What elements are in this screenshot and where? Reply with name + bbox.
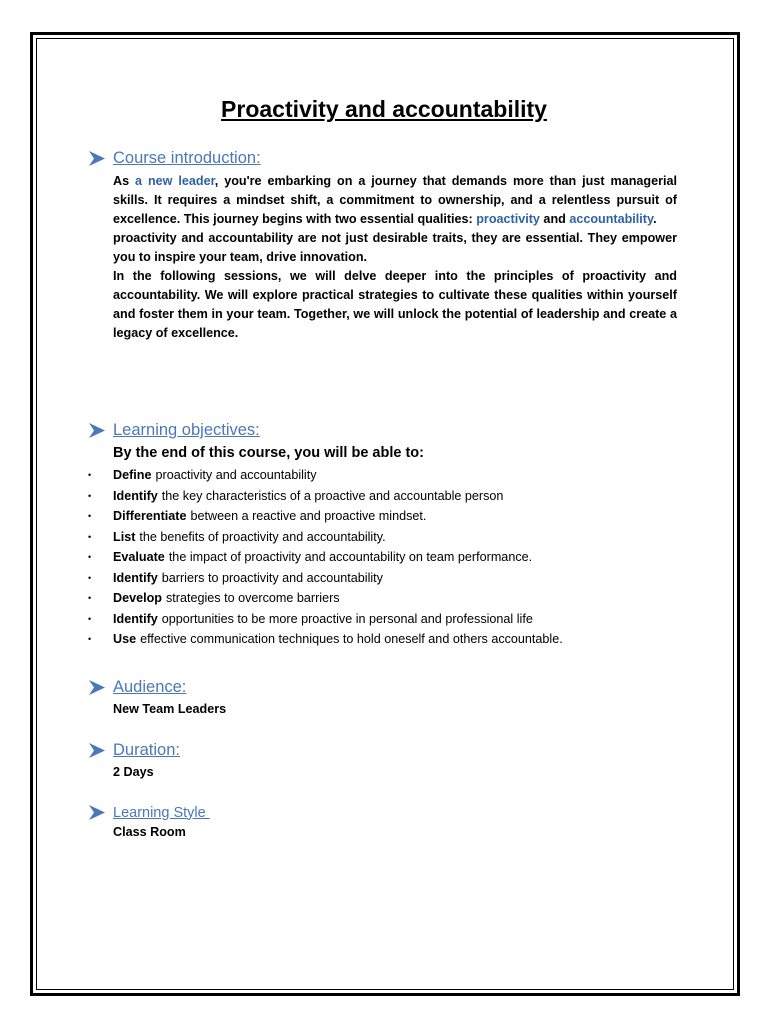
- dot-bullet-icon: •: [88, 572, 92, 583]
- duration-value: 2 Days: [113, 765, 154, 779]
- list-item: • Differentiate between a reactive and proactive mindset.: [88, 506, 563, 527]
- course-introduction-text: [113, 172, 677, 343]
- list-item: • Define proactivity and accountability: [88, 465, 563, 486]
- section-course-introduction: [88, 149, 261, 168]
- section-heading: Course introduction:: [113, 149, 261, 167]
- list-item: • List the benefits of proactivity and accountability.: [88, 527, 563, 548]
- arrowhead-bullet-icon: [88, 422, 106, 439]
- highlight-proactivity: proactivity: [476, 212, 540, 226]
- arrowhead-bullet-icon: [88, 804, 106, 821]
- section-heading: Duration:: [113, 741, 180, 759]
- section-learning-objectives: [88, 421, 260, 440]
- list-item: • Identify the key characteristics of a proactive and accountable person: [88, 486, 563, 507]
- section-duration: [88, 741, 180, 760]
- intro-paragraph-1: As a new leader, you're embarking on a journey that demands more than just managerial skills. It requires a mindset shift, a commitment to ownership, and a relentless pursuit of excellence. This journey begins with two essential qualities: proactivity and accountability.: [113, 174, 677, 226]
- intro-paragraph-3: In the following sessions, we will delve deeper into the principles of proactivity and accountability. We will explore practical strategies to cultivate these qualities within yourself and foster them in your team. Together, we will unlock the potential of leadership and create a legacy of excellence.: [113, 269, 677, 340]
- dot-bullet-icon: •: [88, 634, 92, 644]
- section-heading: Audience:: [113, 678, 187, 696]
- intro-paragraph-2: proactivity and accountability are not just desirable traits, they are essential. They empower you to inspire your team, drive innovation.: [113, 231, 677, 264]
- audience-value: New Team Leaders: [113, 702, 227, 716]
- section-audience: [88, 678, 186, 697]
- list-item: • Identify barriers to proactivity and accountability: [88, 568, 563, 589]
- list-item: • Identify opportunities to be more proactive in personal and professional life: [88, 609, 563, 630]
- section-heading: Learning objectives:: [113, 421, 260, 439]
- dot-bullet-icon: •: [88, 511, 92, 521]
- list-item: • Use effective communication techniques to hold oneself and others accountable.: [88, 629, 563, 650]
- objectives-lead: By the end of this course, you will be able to:: [113, 445, 424, 461]
- arrowhead-bullet-icon: [88, 679, 106, 696]
- dot-bullet-icon: •: [88, 552, 92, 562]
- learning-style-value: Class Room: [113, 825, 186, 839]
- list-item: • Evaluate the impact of proactivity and accountability on team performance.: [88, 547, 563, 568]
- section-heading: Learning Style: [113, 804, 210, 821]
- dot-bullet-icon: •: [88, 593, 92, 603]
- objectives-list: [88, 465, 563, 650]
- highlight-accountability: accountability: [569, 212, 654, 226]
- arrowhead-bullet-icon: [88, 150, 106, 167]
- dot-bullet-icon: •: [88, 613, 92, 624]
- dot-bullet-icon: •: [88, 470, 92, 480]
- dot-bullet-icon: •: [88, 490, 92, 501]
- arrowhead-bullet-icon: [88, 742, 106, 759]
- list-item: • Develop strategies to overcome barriers: [88, 588, 563, 609]
- document-title: Proactivity and accountability: [221, 96, 547, 122]
- dot-bullet-icon: •: [88, 531, 92, 542]
- section-learning-style: [88, 804, 210, 821]
- highlight-new-leader: a new leader: [135, 174, 215, 188]
